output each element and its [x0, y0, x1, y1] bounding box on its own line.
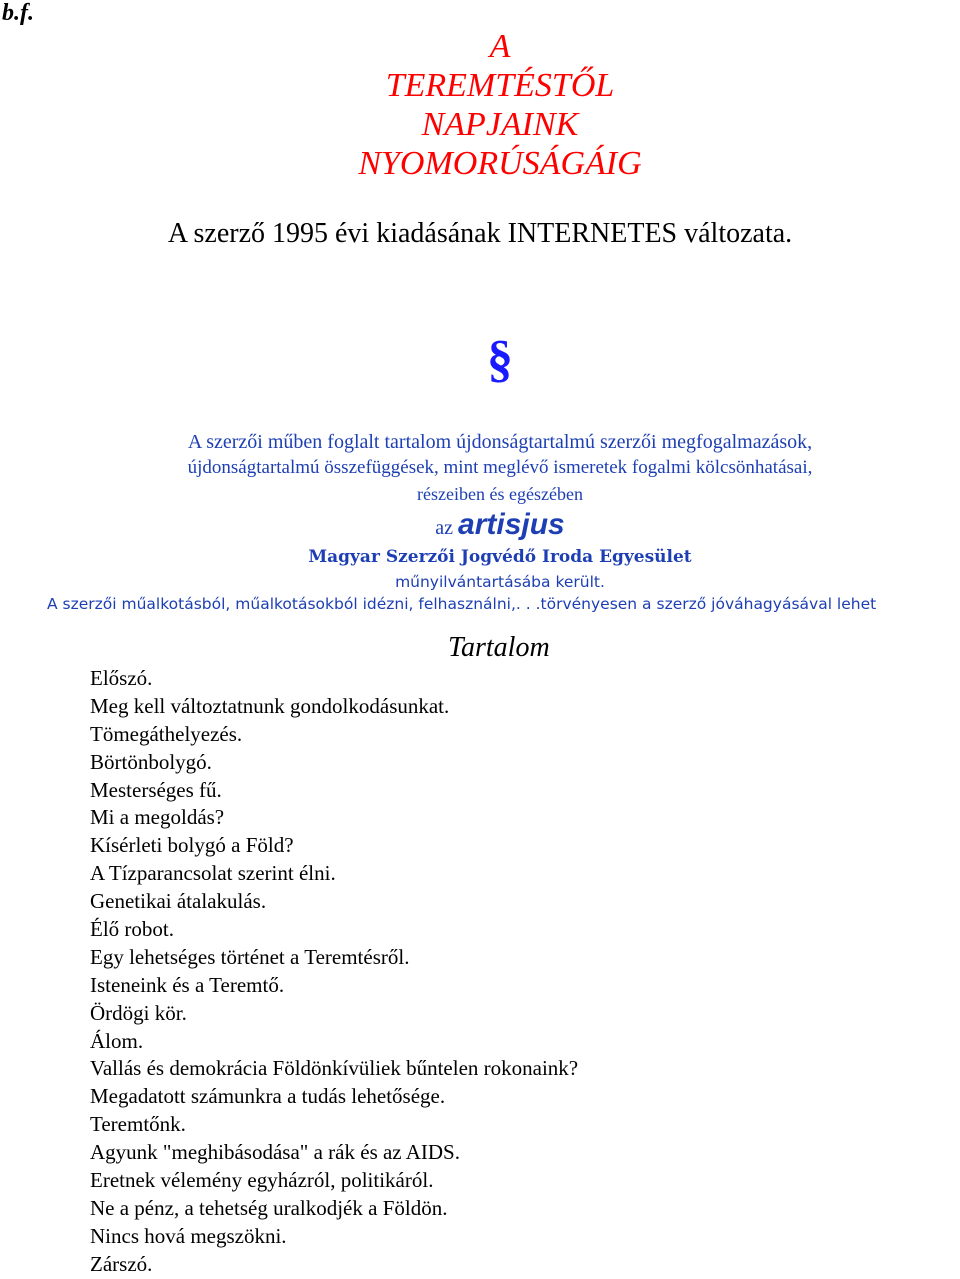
subtitle: A szerző 1995 évi kiadásának INTERNETES változata. [167, 218, 793, 249]
title-line-3: NAPJAINK [421, 106, 579, 143]
toc-item: Zárszó. [90, 1251, 153, 1276]
toc-item: Ne a pénz, a tehetség uralkodjék a Földön. [90, 1195, 448, 1220]
toc-item: Isteneink és a Teremtő. [90, 972, 285, 997]
copyright-line-1: A szerzői műben foglalt tartalom újdonságtartalmú szerzői megfogalmazások, [187, 431, 813, 453]
toc-item: Vallás és demokrácia Földönkívüliek bűntelen rokonaink? [90, 1056, 579, 1081]
toc-item: Ördögi kör. [90, 1000, 187, 1025]
title-line-2: TEREMTÉSTŐL [385, 67, 615, 104]
toc-item: Eretnek vélemény egyházról, politikáról. [90, 1168, 434, 1193]
toc-item: Álom. [90, 1028, 144, 1053]
corner-mark: b.f. [2, 0, 34, 26]
title-line-4: NYOMORÚSÁGÁIG [358, 145, 642, 182]
toc-item: Egy lehetséges történet a Teremtésről. [90, 944, 410, 969]
copyright-line-2: újdonságtartalmú összefüggések, mint meglévő ismeretek fogalmi kölcsönhatásai, [187, 457, 813, 478]
toc-item: Mi a megoldás? [90, 805, 225, 830]
section-symbol: § [487, 331, 513, 388]
toc-item: Börtönbolygó. [90, 749, 212, 774]
toc-item: Teremtőnk. [90, 1112, 186, 1137]
toc-item: Tömegáthelyezés. [90, 721, 243, 746]
toc-item: Genetikai átalakulás. [90, 889, 267, 914]
toc-item: Meg kell változtatnunk gondolkodásunkat. [90, 693, 450, 718]
toc-item: Mesterséges fű. [90, 777, 222, 802]
copyright-line-3: részeiben és egészében [417, 484, 583, 504]
toc-item: Agyunk "meghibásodása" a rák és az AIDS. [90, 1140, 460, 1165]
contents-title: Tartalom [448, 632, 550, 663]
artisjus-line [0, 508, 960, 542]
usage-notice: A szerzői műalkotásból, műalkotásokból idézni, felhasználni,. . .törvényesen a szerző jóváhagyásával lehet [47, 595, 877, 613]
toc-item: Élő robot. [90, 917, 174, 942]
title-line-1: A [489, 28, 511, 65]
toc-item: Nincs hová megszökni. [90, 1223, 287, 1248]
toc-item: Előszó. [90, 666, 153, 690]
toc-item: A Tízparancsolat szerint élni. [90, 861, 336, 886]
toc-item: Kísérleti bolygó a Föld? [90, 833, 294, 858]
az-label: az [435, 517, 454, 539]
organization-name: Magyar Szerzői Jogvédő Iroda Egyesület [308, 547, 692, 567]
table-of-contents [90, 665, 578, 1279]
artisjus-logo: artisjus [458, 508, 565, 541]
registry-line: műnyilvántartásába került. [395, 573, 605, 591]
toc-item: Megadatott számunkra a tudás lehetősége. [90, 1084, 446, 1109]
